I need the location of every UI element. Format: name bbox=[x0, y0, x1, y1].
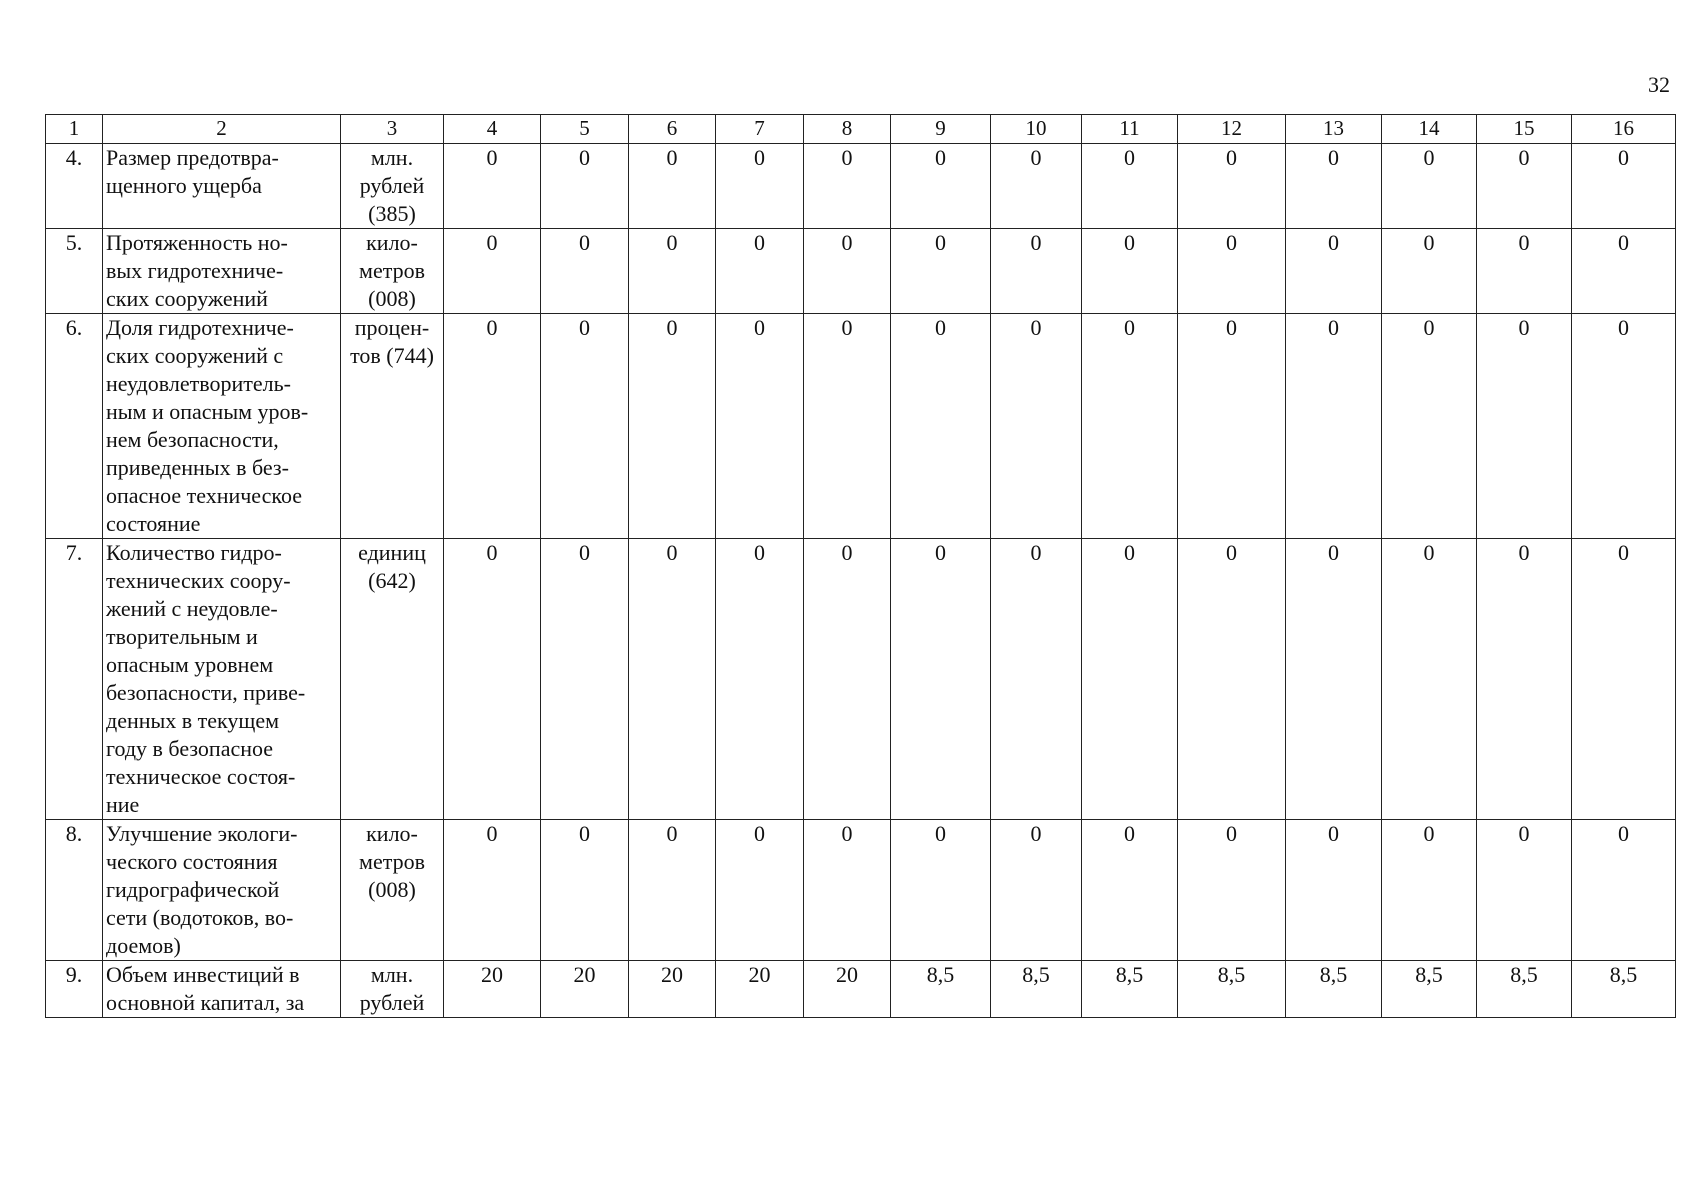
row-number-cell bbox=[46, 229, 103, 314]
value-cell-text: 0 bbox=[1328, 821, 1339, 846]
value-cell bbox=[1572, 314, 1676, 539]
value-cell bbox=[1286, 539, 1382, 820]
value-cell-text: 0 bbox=[579, 821, 590, 846]
value-cell bbox=[991, 314, 1082, 539]
value-cell bbox=[541, 314, 629, 539]
row-number-cell-text: 5. bbox=[65, 230, 83, 255]
value-cell bbox=[1382, 229, 1477, 314]
value-cell-text: 0 bbox=[1124, 145, 1135, 170]
column-header: 16 bbox=[1572, 115, 1676, 144]
indicator-name-cell bbox=[103, 229, 341, 314]
value-cell bbox=[1082, 144, 1178, 229]
value-cell bbox=[1286, 229, 1382, 314]
indicator-name-cell bbox=[103, 539, 341, 820]
value-cell-text: 20 bbox=[573, 962, 596, 987]
value-cell bbox=[1178, 229, 1286, 314]
value-cell bbox=[1286, 820, 1382, 961]
value-cell-text: 0 bbox=[1518, 315, 1530, 340]
value-cell bbox=[1382, 144, 1477, 229]
value-cell bbox=[1082, 229, 1178, 314]
value-cell bbox=[1477, 820, 1572, 961]
value-cell-text: 0 bbox=[666, 821, 678, 846]
value-cell-text: 0 bbox=[486, 230, 498, 255]
value-cell bbox=[716, 961, 804, 1018]
value-cell-text: 0 bbox=[1518, 230, 1530, 255]
indicator-name-cell bbox=[103, 820, 341, 961]
value-cell bbox=[629, 539, 716, 820]
column-header: 3 bbox=[341, 115, 444, 144]
column-header: 10 bbox=[991, 115, 1082, 144]
value-cell bbox=[804, 961, 891, 1018]
value-cell bbox=[1082, 961, 1178, 1018]
table-row bbox=[46, 144, 1676, 229]
indicator-name-cell bbox=[103, 144, 341, 229]
value-cell-text: 0 bbox=[1618, 540, 1629, 565]
value-cell bbox=[1178, 314, 1286, 539]
value-cell bbox=[1477, 539, 1572, 820]
value-cell-text: 0 bbox=[935, 230, 946, 255]
row-number-cell-text: 9. bbox=[65, 962, 83, 987]
unit-cell-text: процен- тов (744) bbox=[350, 315, 434, 368]
table-body bbox=[46, 144, 1676, 1018]
value-cell-text: 0 bbox=[935, 315, 946, 340]
value-cell-text: 0 bbox=[754, 540, 765, 565]
indicator-name-cell-text: Размер предотвра- щенного ущерба bbox=[106, 145, 279, 198]
value-cell-text: 0 bbox=[1518, 145, 1530, 170]
value-cell bbox=[991, 539, 1082, 820]
table-row bbox=[46, 229, 1676, 314]
value-cell bbox=[1178, 539, 1286, 820]
value-cell-text: 20 bbox=[661, 962, 683, 987]
value-cell bbox=[444, 539, 541, 820]
value-cell-text: 0 bbox=[1618, 821, 1629, 846]
unit-cell bbox=[341, 144, 444, 229]
value-cell-text: 8,5 bbox=[926, 962, 955, 987]
value-cell bbox=[804, 229, 891, 314]
value-cell-text: 0 bbox=[666, 540, 678, 565]
value-cell bbox=[804, 539, 891, 820]
value-cell bbox=[716, 820, 804, 961]
value-cell bbox=[1178, 961, 1286, 1018]
value-cell-text: 8,5 bbox=[1609, 962, 1638, 987]
value-cell-text: 0 bbox=[579, 540, 590, 565]
indicator-name-cell-text: Объем инвестиций в основной капитал, за bbox=[106, 962, 305, 1015]
value-cell-text: 0 bbox=[1030, 315, 1042, 340]
value-cell-text: 0 bbox=[1226, 540, 1237, 565]
value-cell-text: 0 bbox=[579, 145, 590, 170]
value-cell-text: 20 bbox=[481, 962, 503, 987]
value-cell bbox=[891, 229, 991, 314]
value-cell bbox=[1082, 820, 1178, 961]
value-cell-text: 0 bbox=[841, 821, 853, 846]
value-cell bbox=[541, 229, 629, 314]
unit-cell-text: млн. рублей (385) bbox=[359, 145, 425, 226]
value-cell bbox=[1178, 144, 1286, 229]
column-header: 1 bbox=[46, 115, 103, 144]
value-cell-text: 0 bbox=[1030, 821, 1042, 846]
column-header: 14 bbox=[1382, 115, 1477, 144]
value-cell-text: 0 bbox=[754, 821, 765, 846]
unit-cell-text: млн. рублей bbox=[359, 962, 425, 1015]
value-cell bbox=[1082, 539, 1178, 820]
column-header: 13 bbox=[1286, 115, 1382, 144]
value-cell bbox=[1286, 961, 1382, 1018]
header-row bbox=[46, 115, 1676, 144]
value-cell-text: 0 bbox=[1030, 145, 1042, 170]
value-cell bbox=[1286, 314, 1382, 539]
value-cell-text: 8,5 bbox=[1415, 962, 1443, 987]
column-header: 12 bbox=[1178, 115, 1286, 144]
value-cell-text: 0 bbox=[1328, 145, 1339, 170]
value-cell bbox=[1572, 539, 1676, 820]
value-cell bbox=[541, 144, 629, 229]
value-cell bbox=[1477, 229, 1572, 314]
value-cell-text: 0 bbox=[1226, 230, 1237, 255]
row-number-cell-text: 7. bbox=[65, 540, 83, 565]
value-cell bbox=[991, 144, 1082, 229]
value-cell bbox=[891, 539, 991, 820]
indicators-table bbox=[45, 114, 1676, 1018]
value-cell-text: 8,5 bbox=[1022, 962, 1050, 987]
value-cell bbox=[804, 314, 891, 539]
value-cell bbox=[541, 820, 629, 961]
unit-cell bbox=[341, 820, 444, 961]
indicator-name-cell-text: Улучшение экологи- ческого состояния гидрографической сети (водотоков, во- доемов) bbox=[106, 821, 298, 958]
row-number-cell bbox=[46, 144, 103, 229]
value-cell bbox=[629, 314, 716, 539]
value-cell bbox=[1382, 314, 1477, 539]
value-cell bbox=[1382, 961, 1477, 1018]
value-cell-text: 0 bbox=[1030, 230, 1042, 255]
unit-cell bbox=[341, 314, 444, 539]
value-cell-text: 0 bbox=[1423, 315, 1435, 340]
value-cell-text: 0 bbox=[1423, 821, 1435, 846]
value-cell-text: 0 bbox=[1226, 145, 1237, 170]
row-number-cell bbox=[46, 820, 103, 961]
indicator-name-cell-text: Количество гидро- технических соору- жений с неудовле- творительным и опасным уровнем безопасности, приве- денных в текущем году в безопасное техническое состоя- ние bbox=[106, 540, 306, 817]
row-number-cell bbox=[46, 539, 103, 820]
row-number-cell-text: 8. bbox=[65, 821, 83, 846]
value-cell-text: 0 bbox=[1124, 540, 1135, 565]
value-cell-text: 8,5 bbox=[1510, 962, 1538, 987]
value-cell bbox=[629, 961, 716, 1018]
column-header: 5 bbox=[541, 115, 629, 144]
value-cell bbox=[804, 144, 891, 229]
value-cell-text: 0 bbox=[841, 145, 853, 170]
value-cell-text: 0 bbox=[666, 145, 678, 170]
value-cell-text: 0 bbox=[841, 540, 853, 565]
value-cell-text: 0 bbox=[935, 540, 946, 565]
value-cell-text: 0 bbox=[579, 315, 590, 340]
value-cell bbox=[1477, 314, 1572, 539]
value-cell bbox=[804, 820, 891, 961]
value-cell-text: 0 bbox=[754, 145, 765, 170]
value-cell bbox=[1572, 961, 1676, 1018]
value-cell bbox=[541, 539, 629, 820]
value-cell bbox=[1572, 144, 1676, 229]
row-number-cell bbox=[46, 314, 103, 539]
value-cell-text: 0 bbox=[935, 145, 946, 170]
row-number-cell-text: 6. bbox=[65, 315, 83, 340]
value-cell-text: 0 bbox=[1124, 230, 1135, 255]
value-cell-text: 0 bbox=[1423, 145, 1435, 170]
value-cell-text: 0 bbox=[579, 230, 590, 255]
value-cell-text: 0 bbox=[666, 230, 678, 255]
column-header: 9 bbox=[891, 115, 991, 144]
value-cell bbox=[1382, 820, 1477, 961]
table-header bbox=[46, 115, 1676, 144]
value-cell-text: 0 bbox=[841, 315, 853, 340]
value-cell bbox=[629, 229, 716, 314]
value-cell-text: 0 bbox=[1518, 540, 1530, 565]
value-cell-text: 0 bbox=[1124, 315, 1135, 340]
unit-cell-text: кило- метров (008) bbox=[359, 230, 425, 311]
unit-cell-text: единиц (642) bbox=[358, 540, 426, 593]
value-cell-text: 0 bbox=[1030, 540, 1042, 565]
value-cell bbox=[1382, 539, 1477, 820]
value-cell bbox=[1572, 229, 1676, 314]
value-cell-text: 8,5 bbox=[1115, 962, 1144, 987]
value-cell bbox=[1477, 144, 1572, 229]
page-number: 32 bbox=[1648, 72, 1670, 97]
unit-cell bbox=[341, 961, 444, 1018]
indicator-name-cell bbox=[103, 314, 341, 539]
value-cell-text: 0 bbox=[935, 821, 946, 846]
indicator-name-cell-text: Доля гидротехниче- ских сооружений с неудовлетворитель- ным и опасным уров- нем безопасности, приведенных в без- опасное техническое состояние bbox=[106, 315, 309, 536]
value-cell-text: 0 bbox=[1423, 540, 1435, 565]
value-cell bbox=[1477, 961, 1572, 1018]
value-cell bbox=[891, 820, 991, 961]
value-cell-text: 0 bbox=[1618, 230, 1629, 255]
value-cell-text: 0 bbox=[1124, 821, 1135, 846]
value-cell bbox=[541, 961, 629, 1018]
value-cell bbox=[629, 820, 716, 961]
value-cell bbox=[629, 144, 716, 229]
value-cell-text: 0 bbox=[666, 315, 678, 340]
value-cell-text: 0 bbox=[1226, 315, 1237, 340]
table-row bbox=[46, 961, 1676, 1018]
value-cell-text: 0 bbox=[1328, 540, 1339, 565]
value-cell-text: 0 bbox=[486, 821, 498, 846]
value-cell-text: 0 bbox=[486, 315, 498, 340]
value-cell-text: 8,5 bbox=[1217, 962, 1246, 987]
value-cell bbox=[444, 314, 541, 539]
column-header: 8 bbox=[804, 115, 891, 144]
table-row bbox=[46, 539, 1676, 820]
value-cell bbox=[716, 229, 804, 314]
value-cell-text: 0 bbox=[1328, 315, 1339, 340]
value-cell bbox=[1572, 820, 1676, 961]
table-row bbox=[46, 820, 1676, 961]
column-header: 6 bbox=[629, 115, 716, 144]
value-cell-text: 0 bbox=[754, 315, 765, 340]
value-cell bbox=[891, 961, 991, 1018]
value-cell-text: 0 bbox=[1328, 230, 1339, 255]
value-cell bbox=[444, 820, 541, 961]
value-cell-text: 20 bbox=[836, 962, 858, 987]
value-cell bbox=[444, 229, 541, 314]
value-cell-text: 0 bbox=[1518, 821, 1530, 846]
column-header: 2 bbox=[103, 115, 341, 144]
value-cell bbox=[991, 820, 1082, 961]
value-cell-text: 0 bbox=[1423, 230, 1435, 255]
column-header: 4 bbox=[444, 115, 541, 144]
value-cell bbox=[1082, 314, 1178, 539]
value-cell bbox=[716, 144, 804, 229]
value-cell-text: 0 bbox=[486, 540, 498, 565]
value-cell-text: 20 bbox=[748, 962, 771, 987]
value-cell bbox=[1178, 820, 1286, 961]
column-header: 15 bbox=[1477, 115, 1572, 144]
column-header: 11 bbox=[1082, 115, 1178, 144]
unit-cell bbox=[341, 539, 444, 820]
value-cell-text: 0 bbox=[486, 145, 498, 170]
value-cell bbox=[891, 314, 991, 539]
value-cell-text: 0 bbox=[754, 230, 765, 255]
value-cell bbox=[1286, 144, 1382, 229]
value-cell-text: 0 bbox=[1618, 145, 1629, 170]
value-cell bbox=[991, 229, 1082, 314]
value-cell bbox=[891, 144, 991, 229]
unit-cell bbox=[341, 229, 444, 314]
value-cell bbox=[444, 144, 541, 229]
value-cell bbox=[991, 961, 1082, 1018]
value-cell-text: 0 bbox=[841, 230, 853, 255]
unit-cell-text: кило- метров (008) bbox=[359, 821, 425, 902]
value-cell bbox=[716, 314, 804, 539]
table-row bbox=[46, 314, 1676, 539]
indicator-name-cell bbox=[103, 961, 341, 1018]
value-cell bbox=[444, 961, 541, 1018]
row-number-cell-text: 4. bbox=[65, 145, 83, 170]
value-cell-text: 0 bbox=[1226, 821, 1237, 846]
value-cell bbox=[716, 539, 804, 820]
row-number-cell bbox=[46, 961, 103, 1018]
column-header: 7 bbox=[716, 115, 804, 144]
value-cell-text: 0 bbox=[1618, 315, 1629, 340]
indicator-name-cell-text: Протяженность но- вых гидротехниче- ских сооружений bbox=[106, 230, 288, 311]
value-cell-text: 8,5 bbox=[1319, 962, 1348, 987]
